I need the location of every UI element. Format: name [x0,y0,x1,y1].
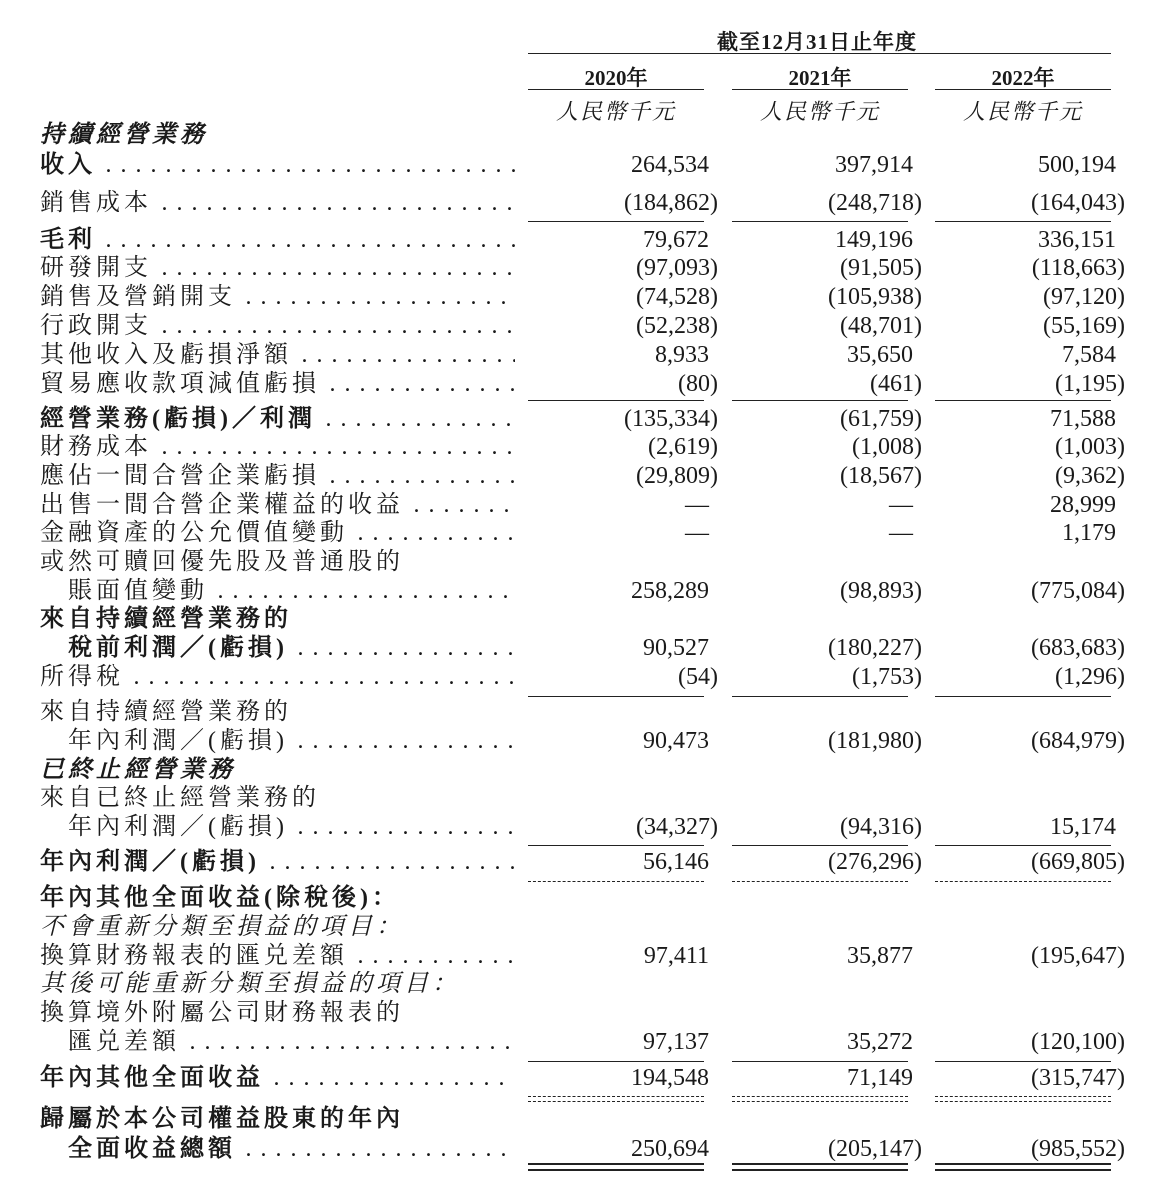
row-value: (164,043) [1031,190,1125,216]
row-label-text: 換算財務報表的匯兑差額 [40,943,348,969]
row-label-text: 持續經營業務 [40,122,208,148]
row-label [40,697,515,727]
subtotal-rule [935,696,1111,697]
row-value: (18,567) [840,463,922,489]
row-value: (1,003) [1055,434,1125,460]
row-label-text: 來自已終止經營業務的 [40,785,320,811]
row-value: (248,718) [828,190,922,216]
row-value: 15,174 [1050,814,1116,840]
row-label [40,188,515,218]
total-double-rule [528,1163,704,1171]
row-label-text: 歸屬於本公司權益股東的年內 [40,1106,404,1132]
row-value: (461) [870,371,922,397]
row-value: 264,534 [631,152,709,178]
row-value: (1,753) [852,664,922,690]
row-value: 1,179 [1062,520,1116,546]
row-label-text: 年內其他全面收益 [40,1065,264,1091]
row-value: (195,647) [1031,943,1125,969]
row-value: 35,272 [847,1029,913,1055]
row-value: (684,979) [1031,728,1125,754]
subtotal-rule [732,845,908,846]
row-value: (105,938) [828,284,922,310]
dashed-rule [935,1096,1111,1097]
subtotal-rule [935,1061,1111,1062]
row-value: 250,694 [631,1136,709,1162]
row-value: 194,548 [631,1065,709,1091]
row-value: (118,663) [1031,255,1125,281]
row-label-text: 年內利潤／(虧損) [40,849,260,875]
dashed-rule [732,1096,908,1097]
row-label [40,783,515,813]
year-underline [935,89,1111,90]
row-label [40,253,515,283]
row-value: (61,759) [840,406,922,432]
row-value: 397,914 [835,152,913,178]
subtotal-rule [528,845,704,846]
row-value: — [685,520,709,546]
row-label-text: 已終止經營業務 [40,757,236,783]
subtotal-rule [732,696,908,697]
subtotal-rule [732,221,908,222]
subtotal-rule [935,400,1111,401]
row-label-text: 貿易應收款項減值虧損 [40,371,320,397]
row-value: (94,316) [840,814,922,840]
total-double-rule [732,1163,908,1171]
row-value: (34,327) [636,814,718,840]
subtotal-rule [935,221,1111,222]
dashed-rule [935,1101,1111,1102]
year-header-2022: 2022年 [991,66,1055,90]
row-value: (120,100) [1031,1029,1125,1055]
row-value: 35,877 [847,943,913,969]
row-value: (55,169) [1043,313,1125,339]
row-label [68,1134,515,1164]
year-header-2021: 2021年 [788,66,852,90]
row-value: (1,195) [1055,371,1125,397]
row-value: 71,588 [1050,406,1116,432]
row-label [40,518,515,548]
row-value: (2,619) [648,434,718,460]
subtotal-rule [528,400,704,401]
period-heading: 截至12月31日止年度 [717,30,917,54]
unit-label-2022: 人民幣千元 [962,99,1083,124]
subtotal-rule [935,845,1111,846]
row-value: (135,334) [624,406,718,432]
row-label [68,726,515,756]
row-label [40,969,515,999]
total-double-rule [935,1163,1111,1171]
row-value: (775,084) [1031,578,1125,604]
row-label [40,404,515,434]
row-label [40,941,515,971]
year-underline [732,89,908,90]
row-label [40,1104,515,1134]
row-label [68,633,515,663]
row-label [68,812,515,842]
row-value: (669,805) [1031,849,1125,875]
row-value: (683,683) [1031,635,1125,661]
row-label [40,490,515,520]
row-value: (80) [678,371,718,397]
row-value: 35,650 [847,342,913,368]
row-label [40,461,515,491]
row-value: (74,528) [636,284,718,310]
row-value: (315,747) [1031,1065,1125,1091]
row-label-text: 全面收益總額 [68,1136,236,1162]
row-label [40,340,515,370]
row-label-text: 研發開支 [40,255,152,281]
row-value: (181,980) [828,728,922,754]
row-label-text: 財務成本 [40,434,152,460]
row-label-text: 行政開支 [40,313,152,339]
row-label-text: 金融資產的公允價值變動 [40,520,348,546]
row-label [40,604,515,634]
row-label [40,847,515,877]
row-value: (985,552) [1031,1136,1125,1162]
row-label-text: 銷售成本 [40,190,152,216]
row-label-text: 來自持續經營業務的 [40,606,292,632]
row-label [40,998,515,1028]
row-label [40,1063,515,1093]
row-label [40,883,515,913]
subtotal-rule [528,221,704,222]
unit-label-2021: 人民幣千元 [759,99,880,124]
row-label [40,150,515,180]
row-label-text: 所得稅 [40,664,124,690]
row-label-text: 出售一間合營企業權益的收益 [40,492,404,518]
row-label [68,1027,515,1057]
dashed-rule [528,1096,704,1097]
row-value: — [685,492,709,518]
row-value: (1,008) [852,434,922,460]
row-label [40,120,515,150]
row-label [40,225,515,255]
row-value: (48,701) [840,313,922,339]
row-value: 8,933 [655,342,709,368]
row-label-text: 銷售及營銷開支 [40,284,236,310]
dashed-rule [528,881,704,882]
row-label-text: 經營業務(虧損)／利潤 [40,406,316,432]
row-value: — [889,492,913,518]
row-value: (1,296) [1055,664,1125,690]
dashed-rule [935,881,1111,882]
row-label-text: 稅前利潤／(虧損) [68,635,288,661]
period-underline [528,53,1111,54]
row-value: (9,362) [1055,463,1125,489]
row-label-text: 其後可能重新分類至損益的項目： [40,971,460,997]
row-label-text: 年內利潤／(虧損) [68,814,288,840]
year-underline [528,89,704,90]
row-value: (180,227) [828,635,922,661]
row-label [40,369,515,399]
row-value: 97,137 [643,1029,709,1055]
row-label [40,282,515,312]
row-value: (97,093) [636,255,718,281]
row-value: 258,289 [631,578,709,604]
row-value: (184,862) [624,190,718,216]
dashed-rule [732,881,908,882]
row-label [40,662,515,692]
row-label [40,755,515,785]
row-label-text: 賬面值變動 [68,578,208,604]
row-label-text: 收入 [40,152,96,178]
row-value: (54) [678,664,718,690]
row-label-text: 或然可贖回優先股及普通股的 [40,549,404,575]
row-value: 149,196 [835,227,913,253]
row-value: 28,999 [1050,492,1116,518]
row-value: (52,238) [636,313,718,339]
row-value: (276,296) [828,849,922,875]
row-value: (29,809) [636,463,718,489]
row-label [40,912,515,942]
row-value: 97,411 [643,943,709,969]
dashed-rule [528,1101,704,1102]
subtotal-rule [528,1061,704,1062]
row-value: 90,473 [643,728,709,754]
row-label-text: 來自持續經營業務的 [40,699,292,725]
row-label-text: 毛利 [40,227,96,253]
row-value: (98,893) [840,578,922,604]
subtotal-rule [528,696,704,697]
row-label [40,547,515,577]
row-value: 7,584 [1062,342,1116,368]
row-label [40,432,515,462]
row-value: — [889,520,913,546]
row-value: 90,527 [643,635,709,661]
row-value: 500,194 [1038,152,1116,178]
dashed-rule [732,1101,908,1102]
row-label-text: 年內其他全面收益(除稅後)： [40,885,400,911]
subtotal-rule [732,400,908,401]
row-label-text: 匯兑差額 [68,1029,180,1055]
row-value: 56,146 [643,849,709,875]
row-label [40,311,515,341]
row-value: 336,151 [1038,227,1116,253]
row-value: 71,149 [847,1065,913,1091]
unit-label-2020: 人民幣千元 [555,99,676,124]
row-label-text: 換算境外附屬公司財務報表的 [40,1000,404,1026]
row-label-text: 年內利潤／(虧損) [68,728,288,754]
subtotal-rule [732,1061,908,1062]
year-header-2020: 2020年 [584,66,648,90]
row-label-text: 不會重新分類至損益的項目： [40,914,404,940]
row-label-text: 其他收入及虧損淨額 [40,342,292,368]
row-label-text: 應佔一間合營企業虧損 [40,463,320,489]
row-label [68,576,515,606]
row-value: (91,505) [840,255,922,281]
row-value: (205,147) [828,1136,922,1162]
row-value: (97,120) [1043,284,1125,310]
row-value: 79,672 [643,227,709,253]
